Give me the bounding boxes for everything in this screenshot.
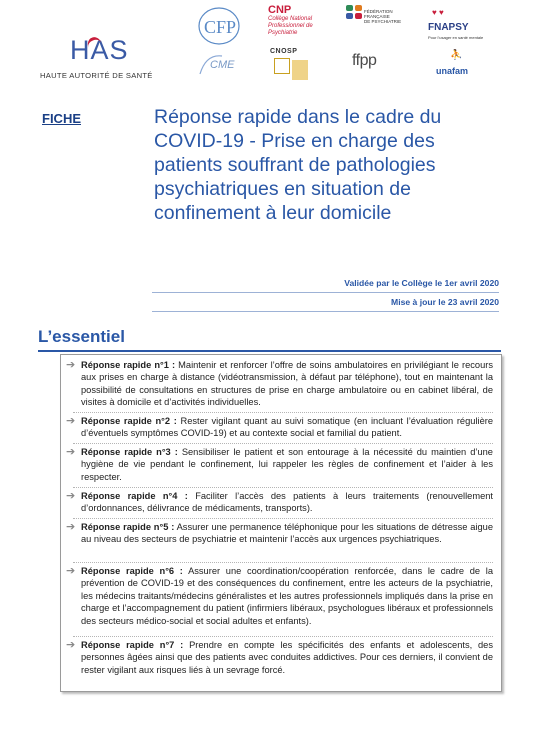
item-text: Prendre en compte les spécificités des enfants et adolescents, des personnes âgées ainsi que des patients avec conduites addictives. Pour ces derniers, il convient de rester vigilant aux risques liés à un sevrage forcé. [81, 640, 493, 675]
item-label: Réponse rapide n°2 : [81, 416, 177, 426]
list-item [66, 521, 493, 546]
partner-logo-cfp [196, 5, 242, 47]
item-text: Assurer une permanence téléphonique pour les situations de détresse aigue au niveau des secteurs de psychiatrie et maintenir l’accès aux urgences psychiatriques. [81, 522, 493, 545]
partner-cnp-line-2: Professionnel de [268, 23, 313, 29]
divider [152, 311, 499, 312]
document-title: Réponse rapide dans le cadre du COVID-19 - Prise en charge des patients souffrant de pathologies psychiatriques en situation de confinement à leur domicile [154, 106, 442, 224]
fnapsy-heart-icon: ♥ ♥ [432, 8, 444, 17]
item-label: Réponse rapide n°4 : [81, 491, 188, 501]
partner-logo-cnosp [270, 48, 318, 90]
list-item [66, 415, 494, 440]
item-separator [73, 412, 493, 413]
item-separator [73, 636, 493, 637]
partner-logo-ffpp [352, 52, 404, 80]
partner-logo-unafam-text: unafam [436, 66, 469, 76]
arrow-right-icon: ➔ [66, 415, 76, 427]
partner-logo-ffpp-text: ffpp [352, 52, 377, 69]
validation-date: Validée par le Collège le 1er avril 2020 [344, 278, 499, 288]
has-logo [40, 35, 180, 85]
partner-fnapsy-tagline: Pour l'usager en santé mentale [428, 35, 484, 40]
arrow-right-icon: ➔ [66, 639, 76, 651]
item-label: Réponse rapide n°7 : [81, 640, 184, 650]
ffp-emblem-icon [346, 5, 364, 21]
cnosp-figure-icon [292, 60, 308, 80]
update-date: Mise à jour le 23 avril 2020 [391, 297, 499, 307]
cnosp-emblem-icon [274, 58, 290, 74]
partner-logo-fnapsy-text: FNAPSY [428, 22, 469, 33]
partner-cnp-line-3: Psychiatrie [268, 30, 298, 36]
partner-ffp-line-2: FRANÇAISE [364, 14, 390, 19]
item-separator [73, 518, 493, 519]
item-label: Réponse rapide n°1 : [81, 360, 176, 370]
item-label: Réponse rapide n°5 : [81, 522, 175, 532]
arrow-right-icon: ➔ [66, 446, 76, 458]
divider [152, 292, 499, 293]
document-type-label: FICHE [42, 111, 81, 126]
arrow-right-icon: ➔ [66, 359, 76, 371]
item-text: Maintenir et renforcer l’offre de soins ambulatoires en privilégiant le recours aux prises en charge à distance (vidéotransmission, à défaut par téléphone), tout en maintenant la possibilité de consultations en structures de prise en charge ambulatoire ou en cabinet libéral, de visites à domicile et d’activités individuelles. [81, 360, 493, 408]
item-text: Assurer une coordination/coopération renforcée, dans le cadre de la prévention de COVID-19 et des conséquences du confinement, entre les acteurs de la psychiatrie, les médecins traitants/médecins généralistes et les autres professionnels impliqués dans la prise en charge et l’accompagnement du patient (infirmiers libéraux, psychologues libéraux et professionnels des secteurs médico-social et social adultes et enfants). [81, 566, 493, 626]
item-label: Réponse rapide n°6 : [81, 566, 183, 576]
partner-ffp-line-1: FÉDÉRATION [364, 9, 393, 14]
partner-logo-ffp [346, 5, 404, 47]
item-text: Sensibiliser le patient et son entourage à la nécessité du maintien d’une hygiène de vie pendant le confinement, lui rappeler les règles de confinement et l’aider à les respecter. [81, 447, 493, 482]
item-label: Réponse rapide n°3 : [81, 447, 178, 457]
partner-logo-unafam [432, 50, 490, 80]
unafam-people-icon: ⛹ [450, 50, 463, 61]
has-logo-mark: HAS [70, 35, 129, 65]
partner-logo-cnp [268, 4, 326, 46]
list-item [66, 639, 493, 676]
item-separator [73, 487, 493, 488]
has-logo-subtitle: HAUTE AUTORITÉ DE SANTÉ [40, 71, 153, 80]
item-separator [73, 443, 493, 444]
list-item [66, 359, 493, 409]
arrow-right-icon: ➔ [66, 521, 76, 533]
partner-logo-cme-text: CME [210, 59, 235, 71]
arrow-right-icon: ➔ [66, 565, 76, 577]
list-item [66, 490, 494, 515]
arrow-right-icon: ➔ [66, 490, 76, 502]
partner-logo-cfp-text: CFP [204, 17, 237, 37]
partner-ffp-line-3: DE PSYCHIATRIE [364, 19, 402, 24]
partner-logo-cnosp-text: CNOSP [270, 48, 298, 55]
list-item [66, 565, 493, 627]
list-item [66, 446, 493, 483]
item-text: Rester vigilant quant au suivi somatique (en incluant l’évaluation régulière d’éventuels symptômes COVID-19) et au contexte social et familial du patient. [81, 416, 494, 439]
partner-logo-cme [196, 50, 246, 78]
section-underline [38, 350, 501, 352]
partner-logo-fnapsy [428, 8, 488, 48]
partner-logo-cnp-text: CNP [268, 4, 292, 16]
key-points-box [60, 354, 502, 692]
item-text: Faciliter l’accès des patients à leurs traitements (renouvellement d’ordonnances, délivrance de médicaments, transports). [81, 491, 494, 514]
section-title: L’essentiel [38, 327, 125, 346]
partner-cnp-line-1: Collège National [268, 16, 313, 22]
item-separator [73, 562, 493, 563]
